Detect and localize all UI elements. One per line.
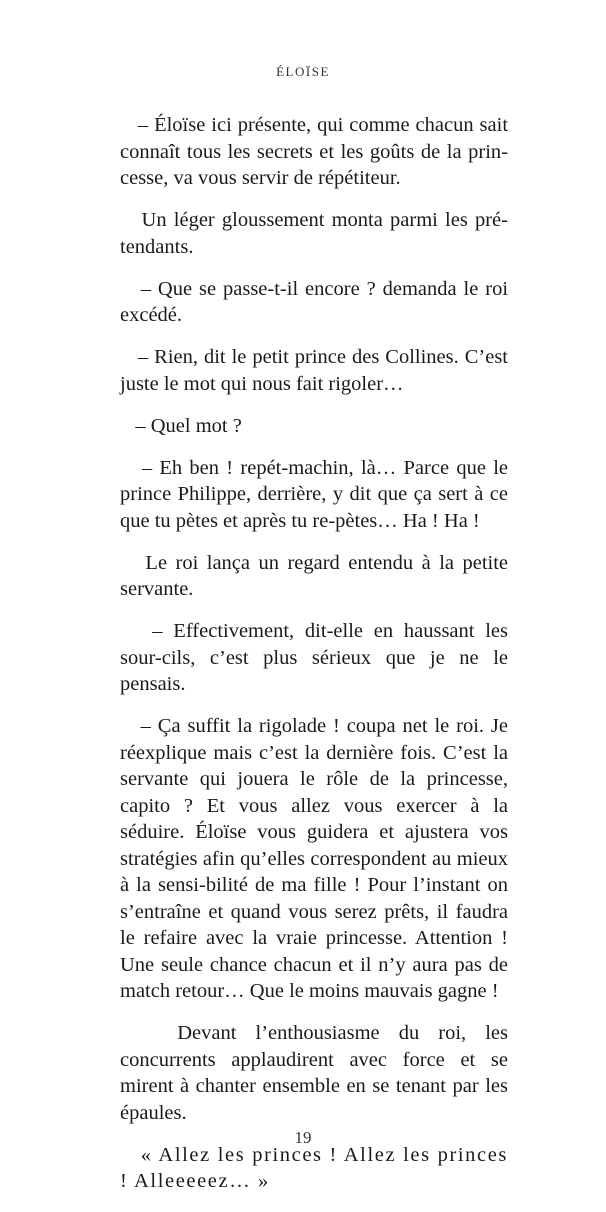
paragraph-4-text: – Rien, dit le petit prince des Collines. C’est juste le mot qui nous fait rigoler… [120, 346, 509, 395]
paragraph-6 [120, 455, 508, 535]
paragraph-4 [120, 344, 508, 397]
running-title: ÉLOÏSE [276, 64, 330, 79]
paragraph-11 [120, 1142, 508, 1195]
paragraph-10-text: Devant l’enthousiasme du roi, les concurrents applaudirent avec force et se mirent à chanter ensemble en se tenant par les épaules. [120, 1022, 509, 1124]
body-text [120, 112, 508, 1210]
paragraph-5 [120, 413, 508, 440]
paragraph-7 [120, 550, 508, 603]
paragraph-10 [120, 1020, 508, 1126]
paragraph-8-text: – Effectivement, dit-elle en haussant les sour-cils, c’est plus sérieux que je ne le pensais. [120, 620, 508, 695]
paragraph-1 [120, 112, 508, 192]
paragraph-1-text: – Éloïse ici présente, qui comme chacun sait connaît tous les secrets et les goûts de la prin-cesse, va vous servir de répétiteur. [120, 114, 509, 189]
paragraph-11-text: « Allez les princes ! Allez les princes ! Alleeeeez… » [120, 1143, 508, 1192]
paragraph-9-text: – Ça suffit la rigolade ! coupa net le roi. Je réexplique mais c’est la dernière fois. C’est la servante qui jouera le rôle de la princesse, capito ? Et vous allez vous exercer à la séduire. Éloïse vous guidera et ajustera vos stratégies afin qu’elles correspondent au mieux à la sensi-bilité de ma fille ! Pour l’instant on s’entraîne et quand vous serez prêts, il faudra le refaire avec la vraie princesse. Attention ! Une seule chance chacun et il n’y aura pas de match retour… Que le moins mauvais gagne ! [120, 715, 509, 1002]
paragraph-7-text: Le roi lança un regard entendu à la petite servante. [120, 551, 509, 600]
paragraph-6-text: – Eh ben ! repét-machin, là… Parce que le prince Philippe, derrière, y dit que ça sert à ce que tu pètes et après tu re-pètes… Ha ! Ha ! [120, 456, 509, 532]
paragraph-2 [120, 207, 508, 260]
paragraph-3-text: – Que se passe-t-il encore ? demanda le roi excédé. [120, 277, 509, 326]
paragraph-2-text: Un léger gloussement monta parmi les pré-tendants. [120, 209, 508, 258]
paragraph-5-text: – Quel mot ? [135, 414, 242, 437]
paragraph-3 [120, 276, 508, 329]
page-number: 19 [294, 1128, 312, 1147]
paragraph-9 [120, 713, 508, 1005]
paragraph-8 [120, 618, 508, 698]
